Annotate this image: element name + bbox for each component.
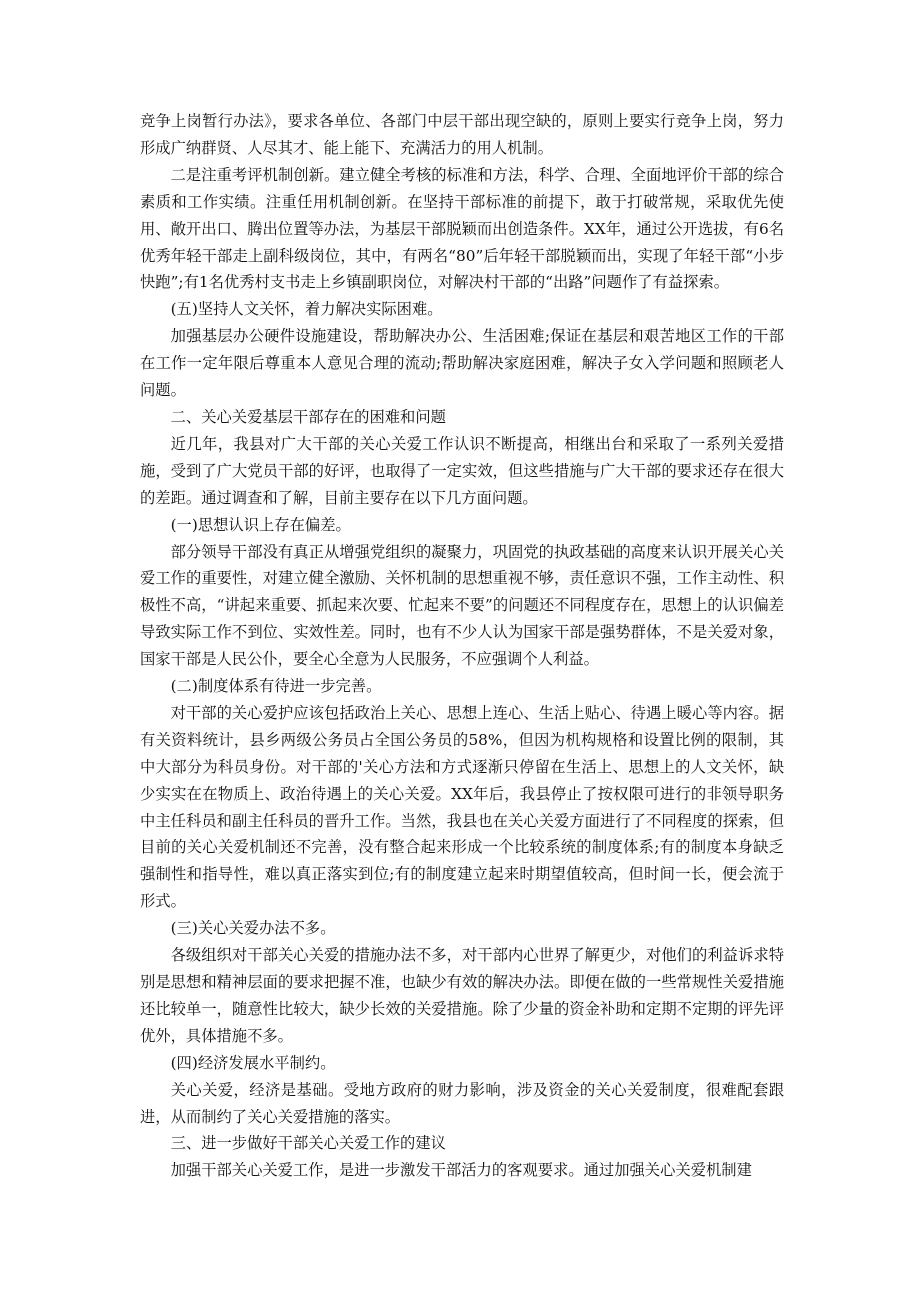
subheading-awareness-bias: (一)思想认识上存在偏差。 xyxy=(170,515,351,534)
document-body xyxy=(140,108,784,1184)
paragraph-strengthen-care: 加强干部关心关爱工作，是进一步激发干部活力的客观要求。通过加强关心关爱机制建 xyxy=(170,1161,752,1180)
subheading-humanistic-care: (五)坚持人文关怀，着力解决实际困难。 xyxy=(170,300,443,319)
subheading-system-improvement: (二)制度体系有待进一步完善。 xyxy=(170,677,382,696)
paragraph-care-content: 对干部的关心爱护应该包括政治上关心、思想上连心、生活上贴心、待遇上暖心等内容。据有关资料统计，县乡两级公务员占全国公务员的58%，但因为机构规格和设置比例的限制，其中大部分为科员身份。对干部的'关心方法和方式逐渐只停留在生活上、思想上的人文关怀，缺少实实在在物质上、政治待遇上的关心关爱。XX年后，我县停止了按权限可进行的非领导职务中主任科员和副主任科员的晋升工作。当然，我县也在关心关爱方面进行了不同程度的探索，但目前的关心关爱机制还不完善，没有整合起来形成一个比较系统的制度体系;有的制度本身缺乏强制性和指导性，难以真正落实到位;有的制度建立起来时期望值较高，但时间一长，便会流于形式。 xyxy=(140,703,784,911)
subheading-economic-constraint: (四)经济发展水平制约。 xyxy=(170,1053,336,1072)
section-heading-suggestions: 三、进一步做好干部关心关爱工作的建议 xyxy=(170,1134,446,1153)
section-heading-difficulties: 二、关心关爱基层干部存在的困难和问题 xyxy=(170,407,446,426)
paragraph-recent-years: 近几年，我县对广大干部的关心关爱工作认识不断提高，相继出台和采取了一系列关爱措施，受到了广大党员干部的好评，也取得了一定实效，但这些措施与广大干部的要求还存在很大的差距。通过调查和了解，目前主要存在以下几方面问题。 xyxy=(140,434,784,507)
subheading-few-methods: (三)关心关爱办法不多。 xyxy=(170,919,336,938)
paragraph-evaluation-mechanism: 二是注重考评机制创新。建立健全考核的标准和方法，科学、合理、全面地评价干部的综合素质和工作实绩。注重任用机制创新。在坚持干部标准的前提下，敢于打破常规，采取优先使用、敞开出口、腾出位置等办法，为基层干部脱颖而出创造条件。XX年，通过公开选拔，有6名优秀年轻干部走上副科级岗位，其中，有两名“80”后年轻干部脱颖而出，实现了年轻干部“小步快跑”;有1名优秀村支书走上乡镇副职岗位，对解决村干部的“出路”问题作了有益探索。 xyxy=(140,165,784,292)
paragraph-continuation: 竞争上岗暂行办法》，要求各单位、各部门中层干部出现空缺的，原则上要实行竞争上岗，努力形成广纳群贤、人尽其才、能上能下、充满活力的用人机制。 xyxy=(140,112,784,157)
paragraph-economic-basis: 关心关爱，经济是基础。受地方政府的财力影响，涉及资金的关心关爱制度，很难配套跟进，从而制约了关心关爱措施的落实。 xyxy=(140,1080,784,1126)
paragraph-leaders-awareness: 部分领导干部没有真正从增强党组织的凝聚力，巩固党的执政基础的高度来认识开展关心关爱工作的重要性，对建立健全激励、关怀机制的思想重视不够，责任意识不强，工作主动性、积极性不高，“讲起来重要、抓起来次要、忙起来不要”的问题还不同程度存在，思想上的认识偏差导致实际工作不到位、实效性差。同时，也有不少人认为国家干部是强势群体，不是关爱对象，国家干部是人民公仆，要全心全意为人民服务，不应强调个人利益。 xyxy=(140,542,784,669)
paragraph-organization-measures: 各级组织对干部关心关爱的措施办法不多，对干部内心世界了解更少，对他们的利益诉求特别是思想和精神层面的要求把握不准，也缺少有效的解决办法。即便在做的一些常规性关爱措施还比较单一，随意性比较大，缺少长效的关爱措施。除了少量的资金补助和定期不定期的评先评优外，具体措施不多。 xyxy=(140,946,784,1045)
paragraph-infrastructure: 加强基层办公硬件设施建设，帮助解决办公、生活困难;保证在基层和艰苦地区工作的干部在工作一定年限后尊重本人意见合理的流动;帮助解决家庭困难，解决子女入学问题和照顾老人问题。 xyxy=(140,327,784,400)
